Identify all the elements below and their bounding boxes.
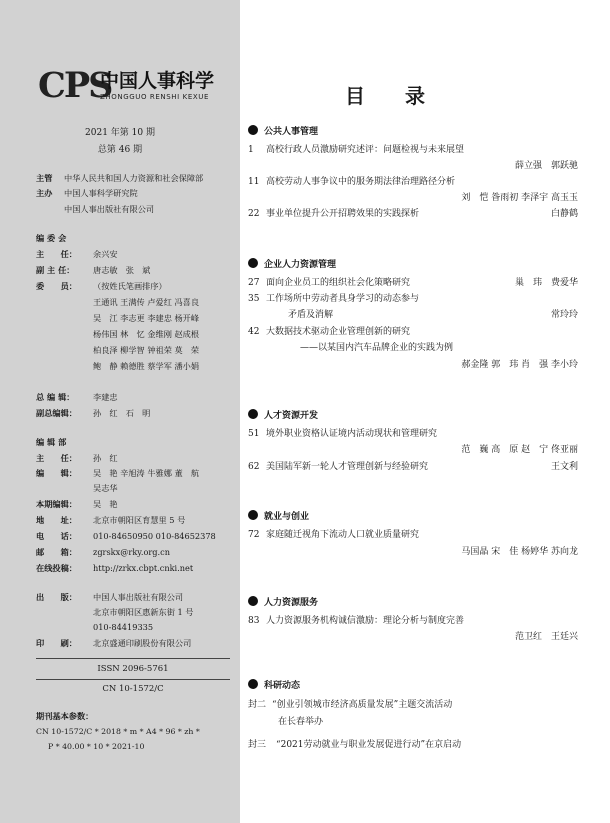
board-members-note: （按姓氏笔画排序） xyxy=(93,281,167,291)
bullet-icon xyxy=(248,258,258,268)
zhuban-label: 主办 xyxy=(36,188,53,198)
zhuguan-label: 主管 xyxy=(36,173,53,183)
phone-label: 电 话： xyxy=(36,531,77,541)
publish-label: 出 版： xyxy=(36,592,77,602)
cn-code: CN 10-1572/C xyxy=(102,684,164,694)
board-member-row: 王通讯 王满传 卢爱红 冯喜良 xyxy=(93,297,200,307)
toc-page: 封三 xyxy=(248,740,267,750)
params-line-1: CN 10-1572/C * 2018 * m * A4 * 96 * zh * xyxy=(36,727,200,736)
toc-article-title: 境外职业资格认证境内活动现状和管理研究 xyxy=(266,429,438,439)
logo-cn-title: 中国人事科学 xyxy=(100,70,215,92)
total-issue: 总第 46 期 xyxy=(97,145,143,155)
bullet-icon xyxy=(248,679,258,689)
dept-editors: 吴 艳 辛旭涛 牛雅娜 董 航 xyxy=(93,468,200,478)
toc-article-title: 家庭随迁视角下流动人口就业质量研究 xyxy=(266,530,420,540)
online-submit: http://zrkx.cbpt.cnki.net xyxy=(93,563,194,573)
toc-title: 目录 xyxy=(345,84,465,108)
toc-article-title: 高校劳动人事争议中的服务期法律治理路径分析 xyxy=(266,177,456,187)
phone: 010-84650950 010-84652378 xyxy=(93,531,216,541)
printer: 北京盛通印刷股份有限公司 xyxy=(93,638,192,648)
issue-editor: 吴 艳 xyxy=(93,499,118,509)
publisher-address: 北京市朝阳区惠新东街 1 号 xyxy=(93,607,194,617)
toc-authors: 刘 恺 昝雨初 李泽宇 高玉玉 xyxy=(461,193,578,203)
toc-article-title: 高校行政人员激励研究述评：问题检视与未来展望 xyxy=(266,145,465,155)
toc-article-title: 面向企业员工的组织社会化策略研究 xyxy=(266,278,411,288)
dept-director-label: 主 任： xyxy=(36,453,77,463)
divider xyxy=(36,679,230,680)
toc-page: 1 xyxy=(248,145,254,155)
toc-section-heading: 企业人力资源管理 xyxy=(248,258,336,271)
issue-number: 2021 年第 10 期 xyxy=(85,128,155,138)
address: 北京市朝阳区育慧里 5 号 xyxy=(93,515,186,525)
toc-article-title: “2021劳动就业与职业发展促进行动”在京启动 xyxy=(276,740,462,750)
toc-page: 22 xyxy=(248,209,260,219)
publisher-phone: 010-84419335 xyxy=(93,622,154,632)
toc-authors: 巢 玮 费爱华 xyxy=(514,278,578,288)
toc-page: 27 xyxy=(248,278,260,288)
email-label: 邮 箱： xyxy=(36,547,77,557)
issn: ISSN 2096-5761 xyxy=(97,664,169,674)
toc-page: 51 xyxy=(248,429,260,439)
toc-authors: 范卫红 王廷兴 xyxy=(514,632,578,642)
deputy-editors: 孙 红 石 明 xyxy=(93,408,151,418)
board-chair: 余兴安 xyxy=(93,249,118,259)
board-member-row: 杨伟国 林 忆 金维刚 赵成根 xyxy=(93,329,200,339)
toc-page: 11 xyxy=(248,177,260,187)
publisher-name: 中国人事出版社有限公司 xyxy=(93,592,184,602)
deputy-label: 副总编辑： xyxy=(36,408,77,418)
logo-en-title: ZHONGGUO RENSHI KEXUE xyxy=(100,93,209,101)
toc-section-heading: 人才资源开发 xyxy=(248,409,318,422)
board-chair-label: 主 任： xyxy=(36,249,77,259)
toc-page: 83 xyxy=(248,616,260,626)
toc-authors: 范 巍 高 原 赵 宁 佟亚丽 xyxy=(461,445,578,455)
toc-authors: 常玲玲 xyxy=(550,310,578,320)
toc-section-heading: 就业与创业 xyxy=(248,510,309,523)
chief-editor: 李建忠 xyxy=(93,392,118,402)
chief-label: 总 编 辑： xyxy=(36,392,75,402)
toc-authors: 白静鹤 xyxy=(550,209,578,219)
toc-section-heading: 人力资源服务 xyxy=(248,596,318,609)
board-members-label: 委 员： xyxy=(36,281,77,291)
bullet-icon xyxy=(248,510,258,520)
bullet-icon xyxy=(248,125,258,135)
params-heading: 期刊基本参数： xyxy=(36,711,94,721)
params-line-2: P * 40.00 * 10 * 2021-10 xyxy=(48,742,145,751)
divider xyxy=(36,658,230,659)
toc-authors: 王文利 xyxy=(550,462,578,472)
dept-editors-2: 吴志华 xyxy=(93,483,118,493)
toc-authors: 薛立强 郭跃驰 xyxy=(514,161,578,171)
toc-section-heading: 公共人事管理 xyxy=(248,125,318,138)
toc-article-title: 人力资源服务机构诚信激励：理论分析与制度完善 xyxy=(266,616,465,626)
toc-page: 72 xyxy=(248,530,260,540)
dept-director: 孙 红 xyxy=(93,453,118,463)
email: zgrskx@rky.org.cn xyxy=(93,547,170,557)
bullet-icon xyxy=(248,596,258,606)
board-vice: 唐志敏 张 斌 xyxy=(93,265,151,275)
toc-article-title-cont: 矛盾及消解 xyxy=(288,310,334,320)
address-label: 地 址： xyxy=(36,515,77,525)
bullet-icon xyxy=(248,409,258,419)
issue-editor-label: 本期编辑： xyxy=(36,499,77,509)
zhuban-value-2: 中国人事出版社有限公司 xyxy=(64,204,155,214)
toc-article-title: 工作场所中劳动者具身学习的动态参与 xyxy=(266,294,420,304)
toc-article-title: 事业单位提升公开招聘效果的实践探析 xyxy=(266,209,420,219)
toc-authors: 郝金隆 郭 玮 肖 强 李小玲 xyxy=(461,360,578,370)
toc-article-title: “创业引领城市经济高质量发展”主题交流活动 xyxy=(272,700,453,710)
board-heading: 编 委 会 xyxy=(36,233,67,243)
board-member-row: 吴 江 李志更 李建忠 杨开峰 xyxy=(93,313,200,323)
toc-section-heading: 科研动态 xyxy=(248,679,300,692)
toc-page: 封二 xyxy=(248,700,267,710)
toc-page: 62 xyxy=(248,462,260,472)
online-label: 在线投稿： xyxy=(36,563,77,573)
dept-editors-label: 编 辑： xyxy=(36,468,77,478)
toc-article-title-cont: 在长春举办 xyxy=(278,717,324,727)
toc-article-title-cont: ——以某国内汽车品牌企业的实践为例 xyxy=(300,343,454,353)
print-label: 印 刷： xyxy=(36,638,77,648)
masthead-panel xyxy=(0,0,240,823)
zhuguan-value: 中华人民共和国人力资源和社会保障部 xyxy=(64,173,204,183)
toc-page: 35 xyxy=(248,294,260,304)
board-member-row: 鲍 静 赖德胜 蔡学军 潘小娟 xyxy=(93,361,200,371)
board-member-row: 柏良泽 柳学智 钟祖荣 莫 荣 xyxy=(93,345,200,355)
dept-heading: 编 辑 部 xyxy=(36,437,67,447)
journal-logo xyxy=(38,65,228,108)
toc-article-title: 美国陆军新一轮人才管理创新与经验研究 xyxy=(266,462,429,472)
toc-authors: 马国晶 宋 佳 杨婷华 苏向龙 xyxy=(461,547,578,557)
zhuban-value-1: 中国人事科学研究院 xyxy=(64,188,138,198)
toc-article-title: 大数据技术驱动企业管理创新的研究 xyxy=(266,327,411,337)
board-vice-label: 副 主 任： xyxy=(36,265,75,275)
logo-mark: CPS xyxy=(38,65,112,106)
toc-page: 42 xyxy=(248,327,260,337)
